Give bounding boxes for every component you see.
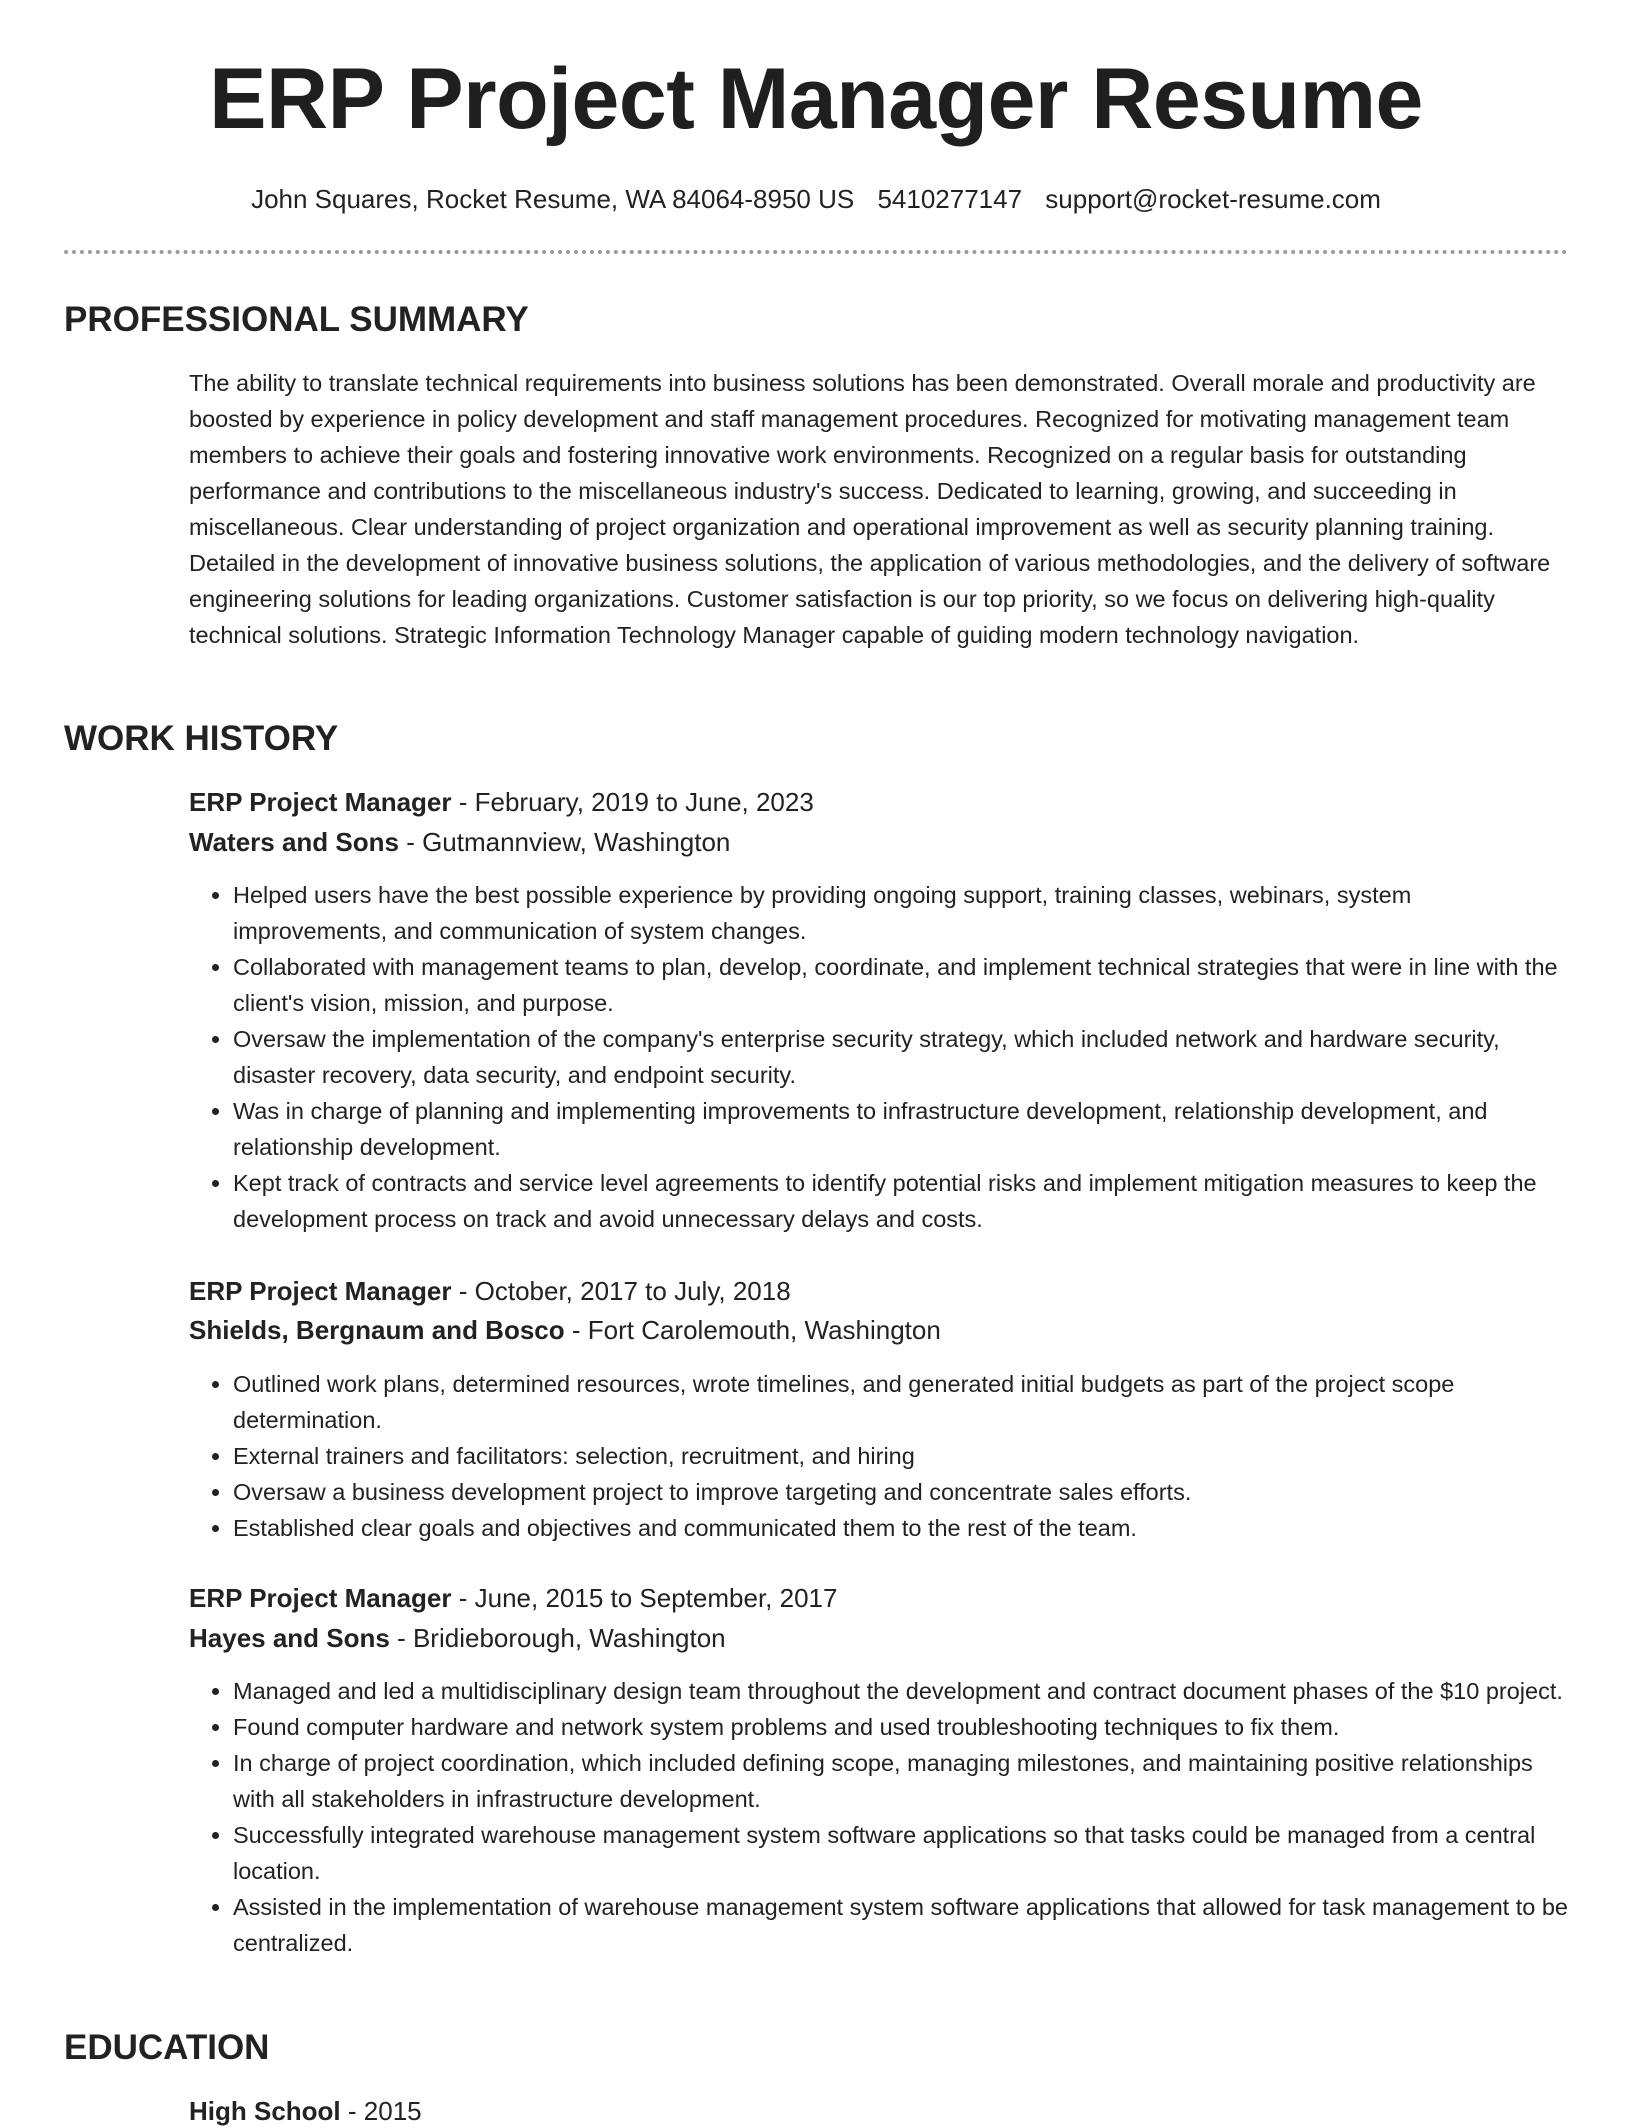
job-company: Hayes and Sons bbox=[189, 1623, 390, 1653]
job-company-line bbox=[189, 1313, 1569, 1347]
section-heading-summary: PROFESSIONAL SUMMARY bbox=[64, 300, 529, 339]
job-title: ERP Project Manager bbox=[189, 1583, 452, 1613]
job-bullets bbox=[189, 1673, 1569, 1961]
job-title: ERP Project Manager bbox=[189, 1276, 452, 1306]
job-bullet: • Was in charge of planning and implementing improvements to infrastructure development, relationship development, and relationship development. bbox=[233, 1093, 1569, 1165]
education-year: - 2015 bbox=[340, 2096, 422, 2126]
page-title: ERP Project Manager Resume bbox=[209, 51, 1423, 147]
job-bullet: • External trainers and facilitators: selection, recruitment, and hiring bbox=[233, 1438, 1569, 1474]
job-bullet: • Oversaw a business development project to improve targeting and concentrate sales efforts. bbox=[233, 1474, 1569, 1510]
job-title: ERP Project Manager bbox=[189, 787, 452, 817]
job-title-line bbox=[189, 1581, 1569, 1615]
job-bullet: • In charge of project coordination, which included defining scope, managing milestones, and maintaining positive relationships with all stakeholders in infrastructure development. bbox=[233, 1745, 1569, 1817]
job-dates: - February, 2019 to June, 2023 bbox=[451, 787, 814, 817]
job-dates: - October, 2017 to July, 2018 bbox=[451, 1276, 791, 1306]
job-bullet: • Helped users have the best possible experience by providing ongoing support, training classes, webinars, system improvements, and communication of system changes. bbox=[233, 877, 1569, 949]
job-bullets bbox=[189, 877, 1569, 1237]
education-line bbox=[189, 2094, 1569, 2128]
section-heading-work-history: WORK HISTORY bbox=[64, 719, 339, 758]
job-location: - Bridieborough, Washington bbox=[389, 1623, 726, 1653]
job-bullet: • Outlined work plans, determined resources, wrote timelines, and generated initial budgets as part of the project scope determination. bbox=[233, 1366, 1569, 1438]
job-company-line bbox=[189, 825, 1569, 859]
job-company: Shields, Bergnaum and Bosco bbox=[189, 1315, 565, 1345]
contact-phone: 5410277147 bbox=[877, 184, 1023, 214]
job-bullet: • Oversaw the implementation of the company's enterprise security strategy, which included network and hardware security, disaster recovery, data security, and endpoint security. bbox=[233, 1021, 1569, 1093]
job-bullet: • Managed and led a multidisciplinary design team throughout the development and contract document phases of the $10 project. bbox=[233, 1673, 1569, 1709]
job-bullets bbox=[189, 1366, 1569, 1546]
section-heading-education: EDUCATION bbox=[64, 2028, 270, 2067]
job-bullet: • Kept track of contracts and service level agreements to identify potential risks and implement mitigation measures to keep the development process on track and avoid unnecessary delays and costs. bbox=[233, 1165, 1569, 1237]
contact-address: John Squares, Rocket Resume, WA 84064-8950 US bbox=[251, 184, 855, 214]
contact-email[interactable]: support@rocket-resume.com bbox=[1045, 184, 1381, 214]
job-bullet: • Assisted in the implementation of warehouse management system software applications that allowed for task management to be centralized. bbox=[233, 1889, 1569, 1961]
job-bullet: • Successfully integrated warehouse management system software applications so that tasks could be managed from a central location. bbox=[233, 1817, 1569, 1889]
header-divider bbox=[64, 250, 1568, 254]
job-company: Waters and Sons bbox=[189, 827, 399, 857]
job-bullet: • Collaborated with management teams to plan, develop, coordinate, and implement technical strategies that were in line with the client's vision, mission, and purpose. bbox=[233, 949, 1569, 1021]
job-dates: - June, 2015 to September, 2017 bbox=[451, 1583, 838, 1613]
summary-text: The ability to translate technical requirements into business solutions has been demonstrated. Overall morale and productivity are boosted by experience in policy development and staff management procedures. Recognized for motivating management team members to achieve their goals and fostering innovative work environments. Recognized on a regular basis for outstanding performance and contributions to the miscellaneous industry's success. Dedicated to learning, growing, and succeeding in miscellaneous. Clear understanding of project organization and operational improvement as well as security planning training. Detailed in the development of innovative business solutions, the application of various methodologies, and the delivery of software engineering solutions for leading organizations. Customer satisfaction is our top priority, so we focus on delivering high-quality technical solutions. Strategic Information Technology Manager capable of guiding modern technology navigation. bbox=[189, 370, 1551, 648]
education-school: High School bbox=[189, 2096, 341, 2126]
job-title-line bbox=[189, 785, 1569, 819]
job-location: - Gutmannview, Washington bbox=[398, 827, 731, 857]
job-bullet: • Found computer hardware and network system problems and used troubleshooting techniques to fix them. bbox=[233, 1709, 1569, 1745]
job-location: - Fort Carolemouth, Washington bbox=[564, 1315, 941, 1345]
job-company-line bbox=[189, 1621, 1569, 1655]
contact-line bbox=[0, 182, 1632, 216]
job-title-line bbox=[189, 1274, 1569, 1308]
job-bullet: • Established clear goals and objectives and communicated them to the rest of the team. bbox=[233, 1510, 1569, 1546]
